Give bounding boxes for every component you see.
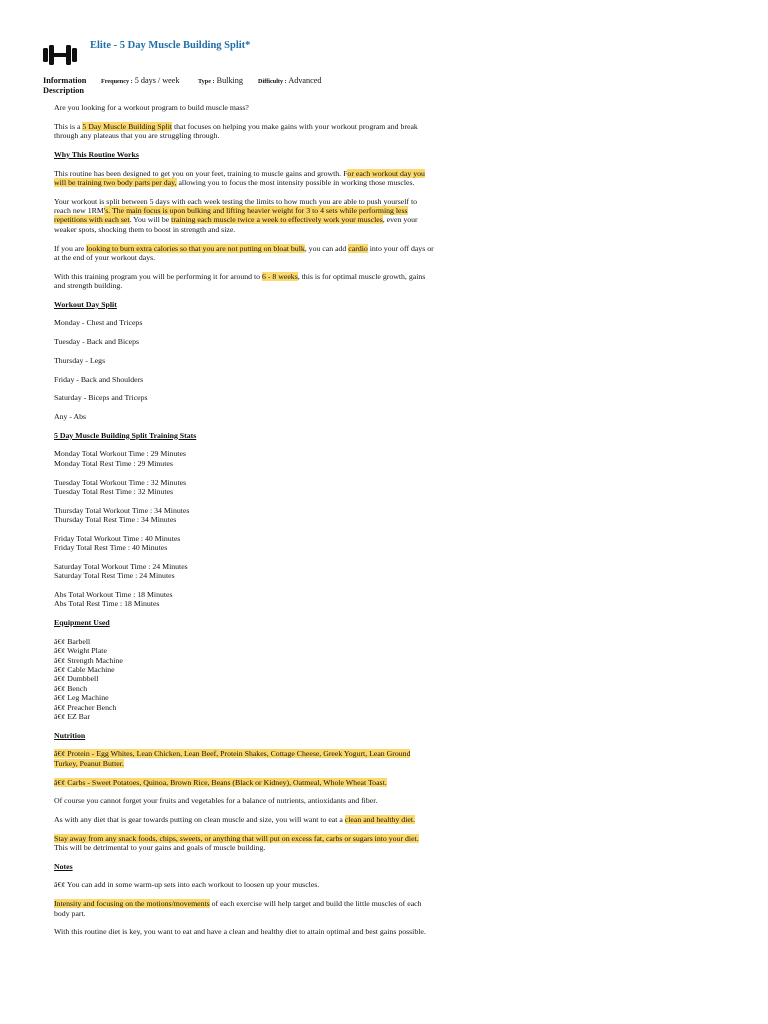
highlight: Intensity and focusing on the motions/movements [54, 899, 210, 909]
stat-line: Monday Total Workout Time : 29 Minutes [54, 449, 186, 459]
why-paragraph-4 [54, 272, 434, 291]
equipment-item: â€¢ Leg Machine [54, 693, 109, 703]
stat-line: Tuesday Total Workout Time : 32 Minutes [54, 477, 187, 487]
section-heading-why: Why This Routine Works [54, 149, 139, 159]
text-run: into your off days or at the end of your workout days. [54, 243, 434, 262]
note-2 [54, 899, 434, 918]
text-run: This is a [54, 121, 83, 131]
intro-question: Are you looking for a workout program to build muscle mass? [54, 103, 249, 112]
type-meta [198, 76, 243, 85]
description-label: Description [43, 86, 85, 95]
nutrition-paragraph-2 [54, 815, 434, 824]
text-run: . You will be [129, 215, 172, 225]
equipment-item: â€¢ Strength Machine [54, 655, 123, 665]
equipment-item: â€¢ Barbell [54, 636, 91, 646]
equipment-item: â€¢ Bench [54, 683, 88, 693]
stats-group [54, 478, 434, 497]
type-key: Type : [198, 78, 215, 85]
stat-line: Abs Total Rest Time : 18 Minutes [54, 599, 160, 609]
text-run: , even your weaker spots, shocking them to boost in strength and size. [54, 215, 418, 234]
dumbbell-icon [42, 44, 78, 66]
split-day: Friday - Back and Shoulders [54, 374, 144, 384]
highlight: 6 - 8 weeks [262, 271, 298, 281]
why-paragraph-2 [54, 197, 434, 235]
highlight: 5 Day Muscle Building Split [82, 121, 173, 131]
nutrition-protein [54, 749, 434, 768]
split-day: Tuesday - Back and Biceps [54, 337, 140, 347]
difficulty-key: Difficulty : [258, 78, 287, 85]
split-day: Saturday - Biceps and Triceps [54, 393, 148, 403]
intro-paragraph [54, 122, 434, 141]
equipment-item: â€¢ Dumbbell [54, 674, 99, 684]
page-title: Elite - 5 Day Muscle Building Split* [90, 40, 251, 51]
nutrition-carbs [54, 778, 434, 787]
stat-line: Monday Total Rest Time : 29 Minutes [54, 458, 173, 468]
equipment-item: â€¢ Preacher Bench [54, 702, 117, 712]
split-day: Monday - Chest and Triceps [54, 318, 143, 328]
text-run: This will be detrimental to your gains and goals of muscle building. [54, 843, 266, 853]
stat-line: Friday Total Workout Time : 40 Minutes [54, 533, 181, 543]
text-run: This routine has been designed to get you on your feet, training to muscle gains and growth. F [54, 168, 348, 178]
why-paragraph-1 [54, 169, 434, 188]
stats-group [54, 590, 434, 609]
stat-line: Thursday Total Rest Time : 34 Minutes [54, 515, 177, 525]
text-run: Your workout is split between 5 days with each week testing the limits to how much you are able to push yourself to reach new 1RM [54, 196, 418, 216]
frequency-value: 5 days / week [134, 76, 180, 85]
section-heading-stats: 5 Day Muscle Building Split Training Stats [54, 430, 197, 440]
text-run: As with any diet that is gear towards putting on clean muscle and size, you will want to eat a [54, 814, 345, 824]
frequency-meta [101, 76, 180, 85]
text-run: , this is for optimal muscle growth, gains and strength building. [54, 271, 426, 291]
stat-line: Saturday Total Workout Time : 24 Minutes [54, 561, 188, 571]
frequency-key: Frequency : [101, 78, 133, 85]
description-body [54, 103, 434, 937]
section-heading-equipment: Equipment Used [54, 618, 110, 628]
text-run: that focuses on helping you make gains with your workout program and break through any plateaus that you are struggling through. [54, 121, 418, 141]
information-label: Information [43, 76, 87, 85]
highlight: training each muscle twice a week to effectively work your muscles [171, 215, 383, 225]
difficulty-meta [258, 76, 322, 85]
stat-line: Tuesday Total Rest Time : 32 Minutes [54, 486, 174, 496]
section-heading-split: Workout Day Split [54, 299, 117, 309]
type-value: Bulking [216, 76, 243, 85]
highlight: clean and healthy diet. [344, 814, 415, 824]
highlight: 's. The main focus is upon bulking and lifting heavier weight for 3 to 4 sets while performing less repetitions with each set [54, 206, 408, 225]
stat-line: Abs Total Workout Time : 18 Minutes [54, 589, 173, 599]
stat-line: Saturday Total Rest Time : 24 Minutes [54, 571, 175, 581]
equipment-item: â€¢ EZ Bar [54, 712, 90, 721]
split-day: Any - Abs [54, 411, 87, 421]
nutrition-paragraph-1: Of course you cannot forget your fruits and vegetables for a balance of nutrients, antioxidants and fiber. [54, 796, 378, 806]
highlight: cardio [348, 243, 368, 253]
note-3: With this routine diet is key, you want to eat and have a clean and healthy diet to attain optimal and best gains possible. [54, 927, 426, 937]
difficulty-value: Advanced [288, 76, 322, 85]
stats-group [54, 534, 434, 553]
nutrition-paragraph-3 [54, 834, 434, 853]
stat-line: Thursday Total Workout Time : 34 Minutes [54, 505, 190, 515]
section-heading-nutrition: Nutrition [54, 730, 86, 740]
why-paragraph-3 [54, 244, 434, 263]
highlight: Stay away from any snack foods, chips, sweets, or anything that will put on excess fat, carbs or sugars into your diet. [54, 833, 419, 843]
text-run: , you can add [304, 243, 349, 253]
highlight: looking to burn extra calories so that you are not putting on bloat bulk [86, 243, 305, 253]
text-run: of each exercise will help target and build the little muscles of each body part. [54, 899, 422, 918]
note-1: â€¢ You can add in some warm-up sets into each workout to loosen up your muscles. [54, 880, 320, 890]
text-run: allowing you to focus the most intensity possible in working those muscles. [176, 177, 415, 187]
stats-group [54, 449, 434, 468]
stats-group [54, 562, 434, 581]
stat-line: Friday Total Rest Time : 40 Minutes [54, 543, 168, 553]
text-run: With this training program you will be performing it for around to [54, 271, 262, 281]
highlight: â€¢ Carbs - Sweet Potatoes, Quinoa, Brown Rice, Beans (Black or Kidney), Oatmeal, Whole Wheat Toast. [54, 777, 387, 787]
split-day: Thursday - Legs [54, 355, 106, 365]
stats-group [54, 506, 434, 525]
equipment-item: â€¢ Cable Machine [54, 664, 115, 674]
equipment-list [54, 637, 434, 722]
section-heading-notes: Notes [54, 861, 73, 871]
highlight: â€¢ Protein - Egg Whites, Lean Chicken, Lean Beef, Protein Shakes, Cottage Cheese, Greek Yogurt, Lean Ground Turkey, Peanut Butter. [54, 749, 411, 768]
highlight: or each workout day you will be training two body parts per day, [54, 168, 425, 187]
equipment-item: â€¢ Weight Plate [54, 646, 107, 656]
text-run: If you are [54, 243, 87, 253]
